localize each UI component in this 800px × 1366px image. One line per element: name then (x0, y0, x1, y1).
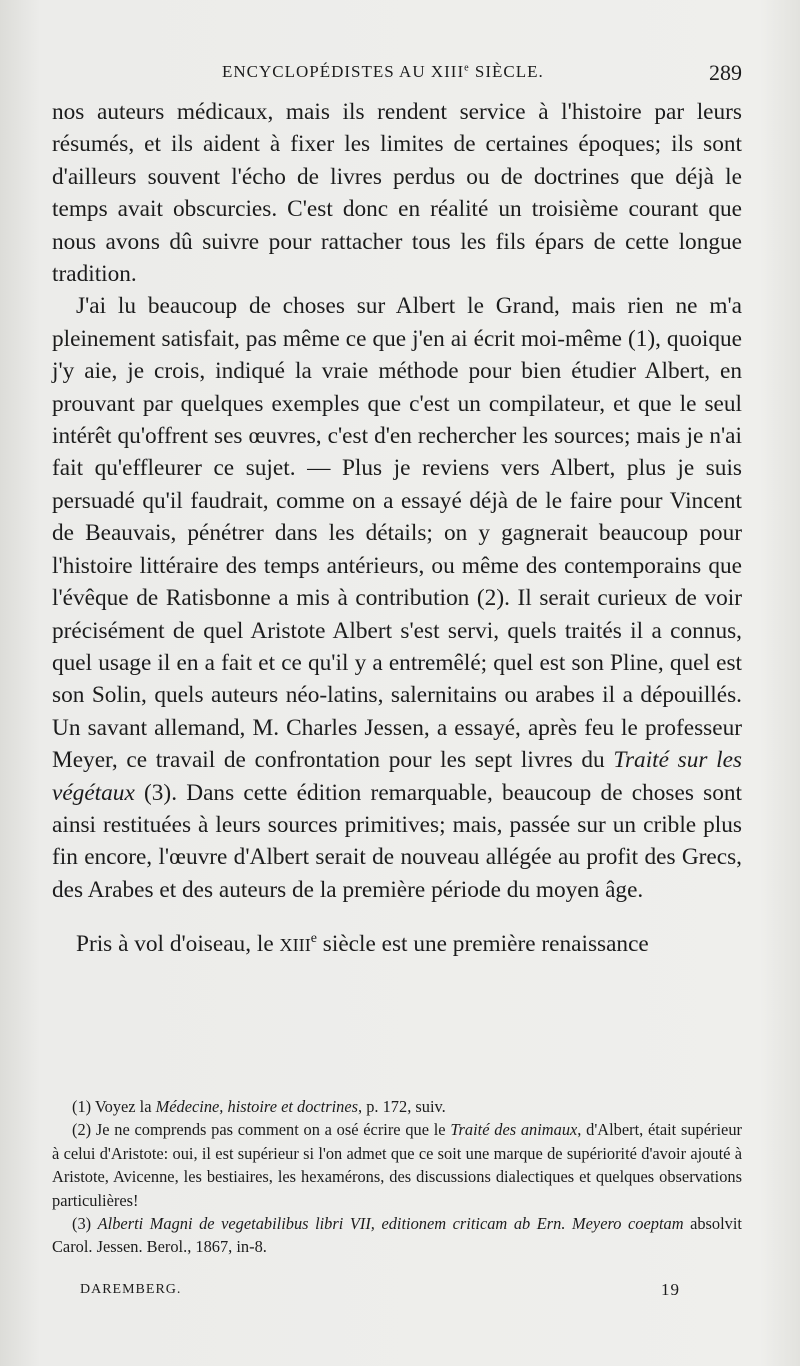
footnote-3-text: (3) (72, 1214, 98, 1234)
page-header (52, 58, 742, 92)
paragraph-3-century: XIII (279, 935, 311, 956)
paragraph-3-tail: siècle est une première renaissance (316, 931, 649, 958)
footnotes (52, 1095, 742, 1259)
running-title-superscript: e (464, 62, 470, 74)
footnote-2-italic: Traité des animaux (450, 1120, 578, 1140)
footnote-1 (52, 1095, 742, 1118)
running-title-suffix: SIÈCLE. (469, 62, 544, 81)
paragraph-3-text: Pris à vol d'oiseau, le (76, 931, 280, 958)
footnote-3-tail: absolvit Carol. Jessen. Berol., 1867, in-8. (52, 1214, 742, 1257)
footnote-1-tail: , p. 172, suiv. (358, 1097, 446, 1116)
footnote-3-italic: Alberti Magni de vegetabilibus libri VII, editionem criticam ab Ern. Meyero coeptam (97, 1214, 684, 1234)
running-title-text: ENCYCLOPÉDISTES AU XIII (222, 62, 465, 81)
paragraph-3-superscript: e (310, 931, 317, 947)
footnote-1-text: (1) Voyez la (72, 1097, 156, 1116)
footer-author: DAREMBERG. (80, 1282, 182, 1297)
paragraph-2 (52, 290, 742, 906)
paragraph-2-italic-title: Traité sur les végétaux (52, 747, 742, 806)
paragraph-1 (52, 96, 742, 290)
paragraph-1-text: nos auteurs médicaux, mais ils rendent service à l'histoire par leurs résumés, et ils aident à fixer les limites de certaines époques; ils sont d'ailleurs souvent l'écho de livres perdus ou de doctrines que déjà le temps avait obscurcies. C'est donc en réalité un troisième courant que nous avons dû suivre pour rattacher tous les fils épars de cette longue tradition. (52, 99, 742, 288)
paragraph-2-tail: (3). Dans cette édition remarquable, beaucoup de choses sont ainsi restituées à leurs sources primitives; mais, passée sur un crible plus fin encore, l'œuvre d'Albert serait de nouveau allégée au profit des Grecs, des Arabes et des auteurs de la première période du moyen âge. (52, 779, 742, 903)
footnote-3 (52, 1212, 742, 1259)
footer-signature: 19 (661, 1280, 680, 1299)
footnote-1-italic: Médecine, histoire et doctrines (155, 1097, 359, 1116)
footnote-2-text: (2) Je ne comprends pas comment on a osé écrire que le (72, 1120, 451, 1140)
running-title (222, 62, 544, 82)
page-footer (80, 1282, 680, 1306)
paragraph-3 (52, 928, 742, 961)
paragraph-2-text: J'ai lu beaucoup de choses sur Albert le Grand, mais rien ne m'a pleinement satisfait, pas même ce que j'en ai écrit moi-même (1), quoique j'y aie, je crois, indiqué la vraie méthode pour bien étudier Albert, en prouvant par quelques exemples que c'est un compilateur, et que le seul intérêt qu'offrent ses œuvres, c'est d'en rechercher les sources; mais je n'ai fait qu'effleurer ce sujet. — Plus je reviens vers Albert, plus je suis persuadé qu'il faudrait, comme on a essayé déjà de le faire pour Vincent de Beauvais, pénétrer dans les détails; on y gagnerait beaucoup pour l'histoire littéraire des temps antérieurs, ou même des contemporains que l'évêque de Ratisbonne a mis à contribution (2). Il serait curieux de voir précisément de quel Aristote Albert s'est servi, quels traités il a connus, quel usage il en a fait et ce qu'il y a entremêlé; quel est son Pline, quel est son Solin, quels auteurs néo-latins, salernitains ou arabes il a dépouillés. Un savant allemand, M. Charles Jessen, a essayé, après feu le professeur Meyer, ce travail de confrontation pour les sept livres du (52, 293, 742, 774)
footnote-2-tail: , d'Albert, était supérieur à celui d'Aristote: oui, il est supérieur si l'on admet que ce soit une marque de supériorité d'avoir ajouté à Aristote, Avicenne, les bestiaires, les hexamérons, des discussions dialectiques et quelques observations particulières! (52, 1120, 742, 1210)
main-text (52, 96, 742, 962)
footnote-2 (52, 1118, 742, 1212)
page-number: 289 (709, 60, 742, 85)
